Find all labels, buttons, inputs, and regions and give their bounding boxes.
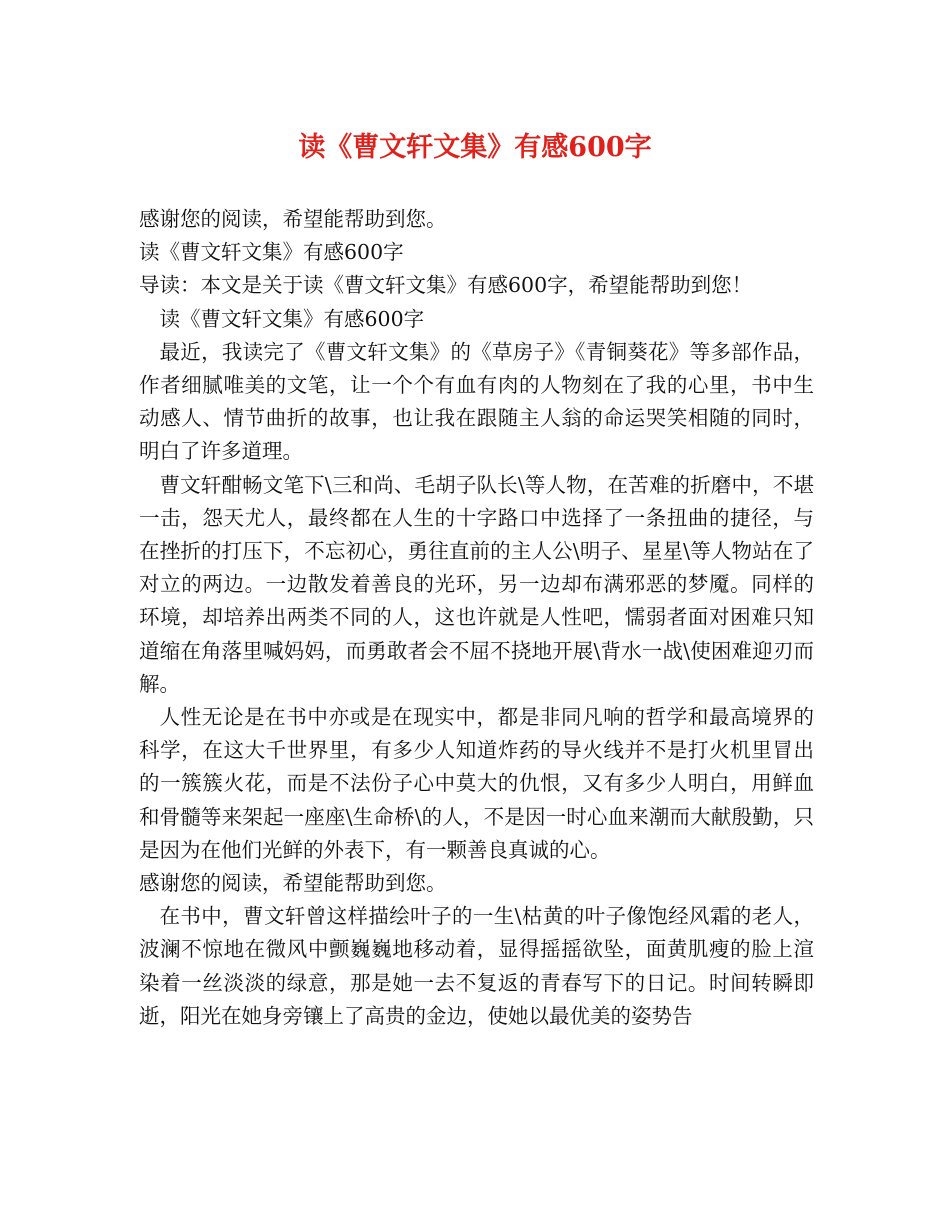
paragraph: 感谢您的阅读，希望能帮助到您。 <box>139 871 447 896</box>
paragraph: 人性无论是在书中亦或是在现实中，都是非同凡响的哲学和最高境界的科学，在这大千世界里，有多少人知道炸药的导火线并不是打火机里冒出的一簇簇火花，而是不法份子心中莫大的仇恨，又有多少人明白，用鲜血和骨髓等来架起一座座\生命桥\的人，不是因一时心血来潮而大献殷勤，只是因为在他们光鲜的外表下，有一颗善良真诚的心。 <box>139 705 814 862</box>
paragraph: 读《曹文轩文集》有感600字 <box>139 240 404 265</box>
paragraph: 感谢您的阅读，希望能帮助到您。 <box>139 207 447 231</box>
document-body <box>139 203 814 1033</box>
paragraph: 曹文轩酣畅文笔下\三和尚、毛胡子队长\等人物，在苦难的折磨中，不堪一击，怨天尤人，最终都在人生的十字路口中选择了一条扭曲的捷径，与在挫折的打压下，不忘初心，勇往直前的主人公\明子、星星\等人物站在了对立的两边。一边散发着善良的光环，另一边却布满邪恶的梦魇。同样的环境，却培养出两类不同的人，这也许就是人性吧，懦弱者面对困难只知道缩在角落里喊妈妈，而勇敢者会不屈不挠地开展\背水一战\使困难迎刃而解。 <box>139 472 814 696</box>
paragraph: 导读：本文是关于读《曹文轩文集》有感600字，希望能帮助到您！ <box>139 273 753 298</box>
document-title: 读《曹文轩文集》有感600字 <box>298 132 652 163</box>
paragraph: 读《曹文轩文集》有感600字 <box>159 306 425 331</box>
paragraph: 最近，我读完了《曹文轩文集》的《草房子》《青铜葵花》等多部作品，作者细腻唯美的文笔，让一个个有血有肉的人物刻在了我的心里，书中生动感人、情节曲折的故事，也让我在跟随主人翁的命运哭笑相随的同时，明白了许多道理。 <box>139 339 814 464</box>
paragraph: 在书中，曹文轩曾这样描绘叶子的一生\枯黄的叶子像饱经风霜的老人，波澜不惊地在微风中颤巍巍地移动着，显得摇摇欲坠，面黄肌瘦的脸上渲染着一丝淡淡的绿意，那是她一去不复返的青春写下的日记。时间转瞬即逝，阳光在她身旁镶上了高贵的金边，使她以最优美的姿势告 <box>139 904 814 1028</box>
